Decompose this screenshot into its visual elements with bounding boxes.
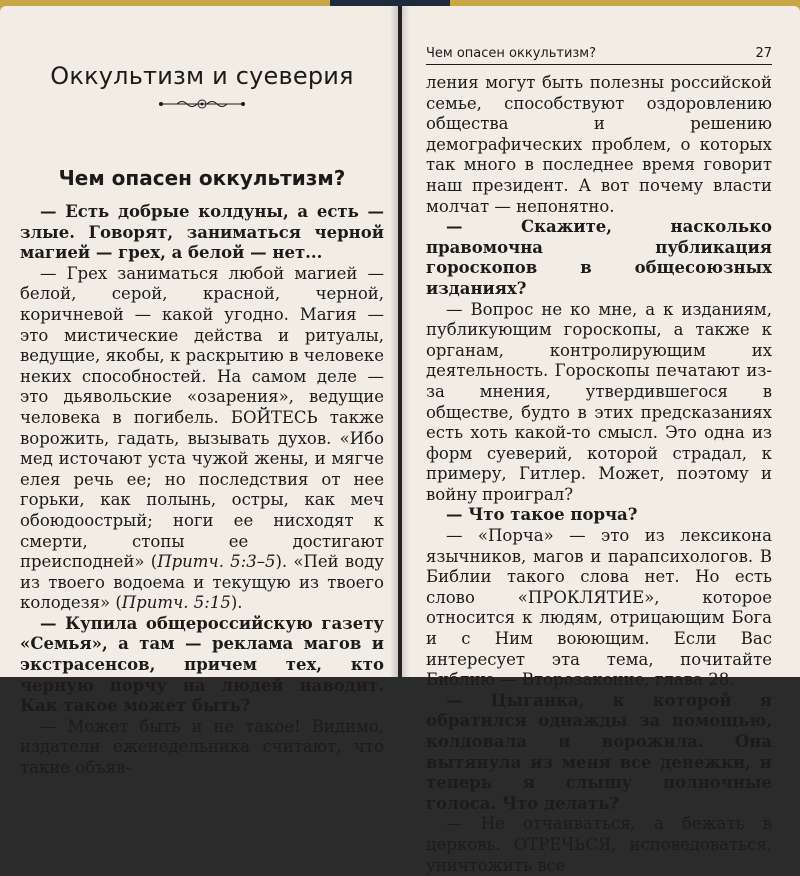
- left-page: [0, 6, 398, 778]
- bible-citation: Притч. 5:15: [121, 593, 231, 613]
- right-page: [402, 6, 800, 875]
- chapter-title: Оккультизм и суеверия: [50, 62, 354, 90]
- answer-paragraph: — Вопрос не ко мне, а к изданиям, публикующим гороскопы, а также к органам, контролирующим их деятельность. Гороскопы печатают из-за мнения, утвердившегося в обществе, будто в этих предсказаниях есть хоть какой-то смысл. Это одна из форм суеверий, которой страдал, к примеру, Гитлер. Может, поэтому и войну проиграл?: [426, 299, 772, 504]
- ornament-divider-icon: [157, 98, 247, 110]
- question-paragraph: — Цыганка, к которой я обратился однажды за помощью, колдовала и ворожила. Она вытянула из меня все денежки, и теперь я слышу полночные голоса. Что делать?: [426, 690, 772, 813]
- answer-paragraph: — Может быть и не такое! Видимо, издатели еженедельника считают, что такие объяв-: [20, 716, 384, 778]
- page-number: 27: [755, 46, 772, 61]
- bible-citation: Притч. 5:3–5: [157, 552, 276, 572]
- answer-paragraph: — «Порча» — это из лексикона язычников, магов и парапсихологов. В Библии такого слова нет. Но есть слово «ПРОКЛЯТИЕ», которое относится к людям, отрицающим Бога и с Ним воюющим. Если Вас интересует эта тема, почитайте Библию — Второзаконие, глава 28.: [426, 526, 772, 690]
- answer-text: — Грех заниматься любой магией — белой, серой, красной, черной, коричневой — какой угодно. Магия — это мистические действа и ритуалы, ведущие, якобы, к раскрытию в человеке неких способностей. На самом деле — это дьявольские «озарения», ведущие человека в погибель. БОЙТЕСЬ также ворожить, гадать, вызывать духов. «Ибо мед источают уста чужой жены, и мягче елея речь ее; но последствия от нее горьки, как полынь, остры, как меч обоюдоострый; ноги ее нисходят к смерти, стопы ее достигают преисподней» (: [20, 263, 384, 572]
- answer-paragraph: [20, 264, 384, 614]
- answer-text: ). «Пей воду из твоего водоема и текущую из твоего колодезя» (: [20, 552, 384, 613]
- running-head-title: Чем опасен оккультизм?: [426, 46, 597, 61]
- book-gutter: [390, 6, 410, 677]
- continuation-paragraph: ления могут быть полезны российской семье, способствуют оздоровлению общества и решению демографических проблем, о которых так много в последнее время говорит наш президент. А вот почему власти молчат — непонятно.: [426, 73, 772, 216]
- question-paragraph: — Что такое порча?: [446, 505, 638, 525]
- question-paragraph: — Есть добрые колдуны, а есть — злые. Говорят, заниматься черной магией — грех, а белой — нет...: [20, 202, 384, 263]
- question-paragraph: — Скажите, насколько правомочна публикация гороскопов в общесоюзных изданиях?: [426, 217, 772, 298]
- question-paragraph: — Купила общероссийскую газету «Семья», а там — реклама магов и экстрасенсов, причем тех, кто черную порчу на людей наводит. Как такое может быть?: [20, 613, 384, 716]
- running-head: [426, 46, 772, 65]
- answer-text: ).: [230, 593, 243, 613]
- section-title: Чем опасен оккультизм?: [58, 166, 346, 190]
- answer-paragraph: — Не отчаиваться, а бежать в церковь. ОТРЕЧЬСЯ, исповедоваться, уничтожить все: [426, 814, 772, 875]
